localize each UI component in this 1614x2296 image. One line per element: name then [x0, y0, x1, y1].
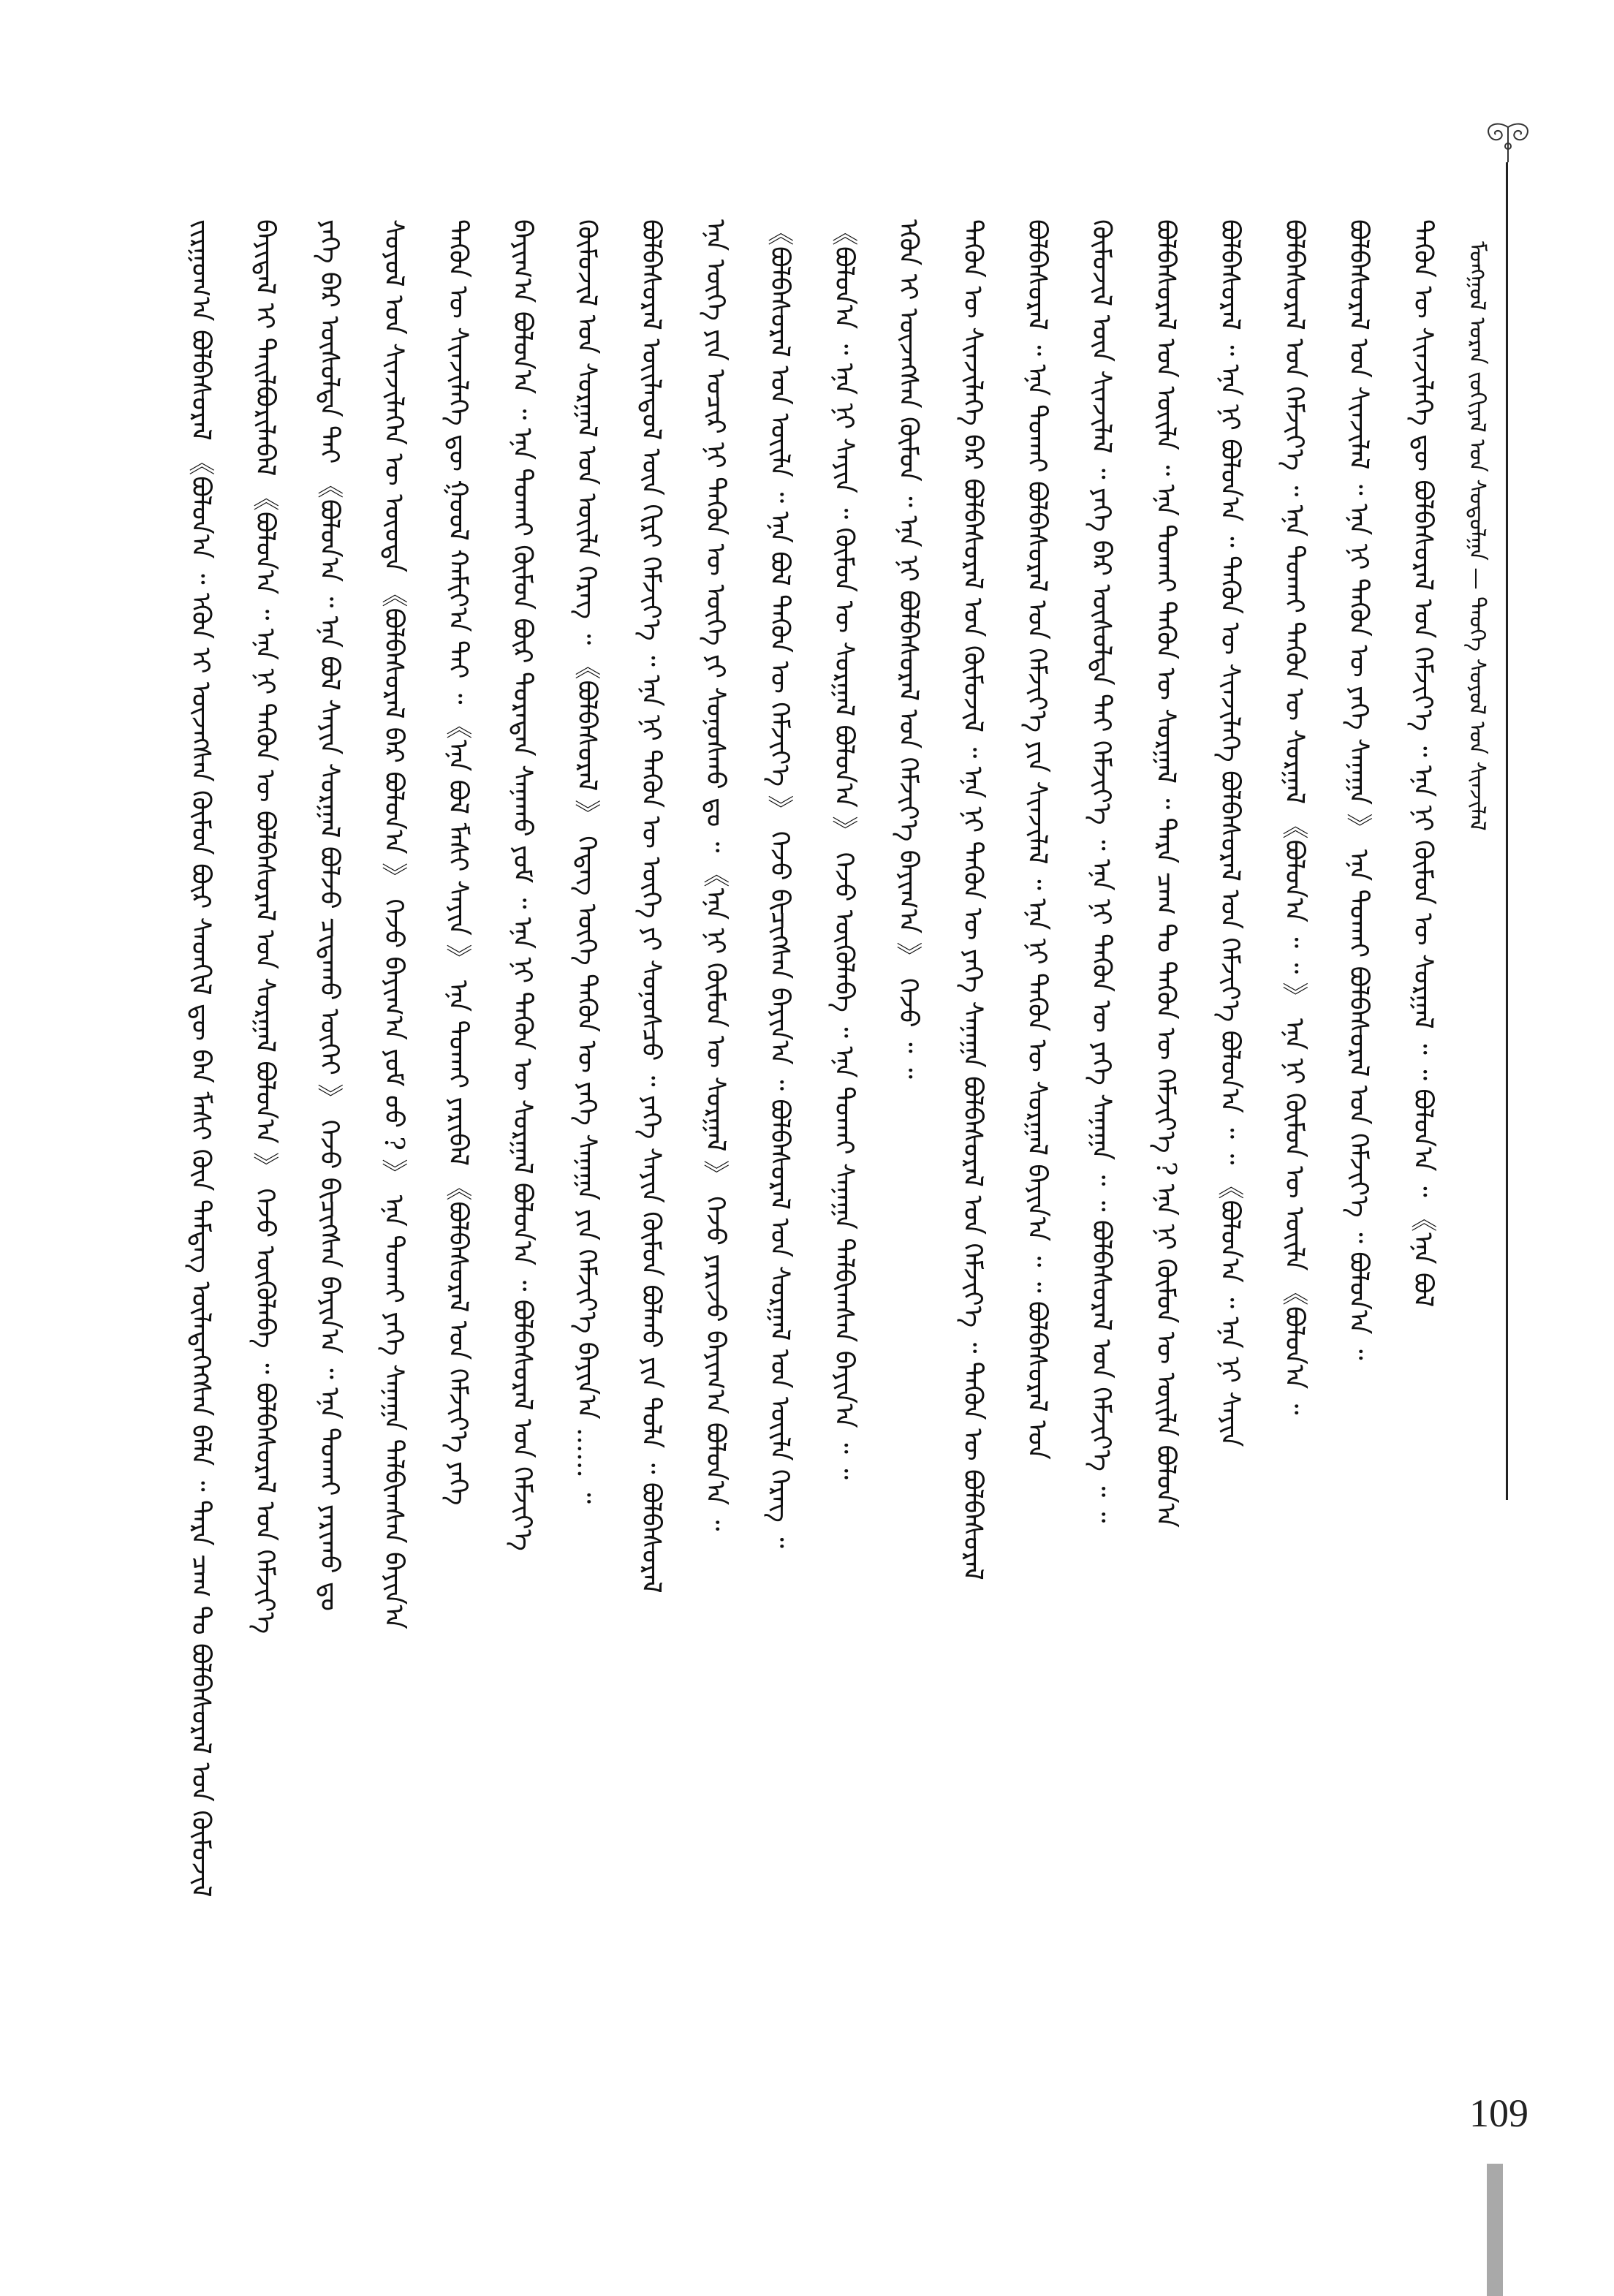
- text-column: [1405, 219, 1440, 2091]
- text-column: [633, 219, 668, 2091]
- text-column: [890, 219, 925, 2091]
- text-column: [1019, 219, 1054, 2091]
- column-text: ᠡᠭᠦᠨ ᠢ ᠦᠵᠡᠭᠰᠡᠨ ᠬᠦᠮᠦᠨ ᠃ ᠡᠨᠡ ᠨᠢ ᠪᠣᠯᠪᠠᠰᠤᠷᠠᠯ ᠤᠨ ᠬᠡᠮᠵᠢᠶ᠎ᠡ ᠪᠠᠶᠢᠭ᠎ᠠ 》 ᠭᠡᠵᠦ ᠃ ᠃: [893, 219, 923, 1079]
- text-column: [183, 219, 218, 2091]
- text-column: [1212, 219, 1247, 2091]
- column-text: 《ᠪᠣᠯᠤᠨ᠎ᠠ ᠃ ᠡᠨᠡ ᠨᠢ ᠰᠠᠶᠢᠨ ᠃ ᠬᠦᠮᠦᠨ ᠦ ᠰᠤᠷᠭᠠᠯ ᠪᠣᠯᠤᠨ᠎ᠠ 》 ᠭᠡᠵᠦ ᠦᠭᠦᠯᠡᠪᠡ ᠃ ᠡᠨᠡ ᠲᠤᠬᠠᠢ ᠰᠠᠨᠠᠭᠠ ᠲᠠᠯᠪᠢᠭᠰᠠᠨ ᠪᠠᠶᠢᠨ᠎ᠠ ᠃ ᠃: [829, 219, 859, 1479]
- column-text: ᠡᠨᠡ ᠦᠭᠡ ᠶᠢᠨ ᠤᠴᠢᠷ ᠨᠢ ᠲᠡᠭᠦᠨ ᠦ ᠦᠭᠡ ᠶᠢ ᠰᠣᠨᠣᠰᠬᠤ ᠳᠤ ᠃ 《ᠡᠨᠡ ᠨᠢ ᠬᠦᠮᠦᠨ ᠦ ᠰᠤᠷᠭᠠᠯ 》 ᠭᠡᠵᠦ ᠶᠠᠷᠢᠵᠤ ᠪᠠᠶᠢᠭ᠎ᠠ ᠪᠣᠯᠤᠨ᠎ᠠ ᠃: [700, 219, 730, 1531]
- column-text: ᠪᠣᠯᠪᠠᠰᠤᠷᠠᠯ ᠤᠨ ᠬᠡᠮᠵᠢᠶ᠎ᠡ ᠃ ᠡᠨᠡ ᠲᠤᠬᠠᠢ ᠲᠡᠭᠦᠨ ᠦ ᠰᠤᠷᠭᠠᠯ 《ᠪᠣᠯᠤᠨ᠎ᠠ ᠃ ᠃ 》 ᠡᠨᠡ ᠨᠢ ᠬᠦᠮᠦᠨ ᠦ ᠦᠢᠯᠡ 《ᠪᠣᠯᠤᠨ᠎ᠠ ᠃: [1279, 219, 1309, 1415]
- column-text: ᠪᠠᠶᠢᠳᠠᠯ ᠢ ᠲᠠᠢᠯᠪᠤᠷᠢᠯᠠᠪᠠᠯ 《ᠪᠣᠯᠤᠨ᠎ᠠ ᠃ ᠡᠨᠡ ᠨᠢ ᠲᠡᠭᠦᠨ ᠦ ᠪᠣᠯᠪᠠᠰᠤᠷᠠᠯ ᠤᠨ ᠰᠤᠷᠭᠠᠯ ᠪᠣᠯᠤᠨ᠎ᠠ 》 ᠭᠡᠵᠦ ᠦᠭᠦᠯᠡᠪᠡ ᠃ ᠪᠣᠯᠪᠠᠰᠤᠷᠠᠯ ᠤᠨ ᠬᠡᠮᠵᠢᠶ᠎ᠡ: [250, 219, 280, 1634]
- text-column: [440, 219, 475, 2091]
- text-column: [569, 219, 604, 2091]
- text-column: [1148, 219, 1183, 2091]
- column-text: ᠪᠣᠯᠪᠠᠰᠤᠷᠠᠯ ᠤᠨ ᠦᠢᠯᠡ ᠃ ᠡᠨᠡ ᠲᠤᠬᠠᠢ ᠲᠡᠭᠦᠨ ᠦ ᠰᠤᠷᠭᠠᠯ ᠃ ᠲᠡᠷᠡ ᠴᠠᠭ ᠲᠤ ᠲᠡᠭᠦᠨ ᠦ ᠬᠡᠮᠵᠢᠶ᠎ᠡ ? ᠡᠨᠡ ᠨᠢ ᠬᠦᠮᠦᠨ ᠦ ᠦᠢᠯᠡ ᠪᠣᠯᠤᠨ᠎ᠠ: [1151, 219, 1181, 1528]
- column-text: ᠬᠦᠮᠦᠵᠢᠯ ᠦᠨ ᠰᠢᠨᠵᠢᠯᠡᠯ ᠃ ᠶᠡᠬᠡ ᠪᠠᠷ ᠥᠰᠦᠯᠲᠡ ᠲᠠᠢ ᠬᠡᠮᠵᠢᠶ᠎ᠡ ᠃ ᠡᠨᠡ ᠨᠢ ᠲᠡᠭᠦᠨ ᠦ ᠶᠡᠬᠡ ᠰᠠᠨᠠᠭᠠ ᠃ ᠃ ᠪᠣᠯᠪᠠᠰᠤᠷᠠᠯ ᠤᠨ ᠬᠡᠮᠵᠢᠶ᠎ᠡ ᠃ ᠃: [1086, 219, 1116, 1523]
- column-text: ᠪᠣᠯᠪᠠᠰᠤᠷᠠᠯ ᠤᠨ ᠰᠢᠨᠵᠢᠯᠡᠯ ᠃ ᠡᠨᠡ ᠨᠢ ᠲᠡᠭᠦᠨ ᠦ ᠶᠡᠬᠡ ᠰᠠᠨᠠᠭᠠ 》 ᠡᠨᠡ ᠲᠤᠬᠠᠢ ᠪᠣᠯᠪᠠᠰᠤᠷᠠᠯ ᠤᠨ ᠬᠡᠮᠵᠢᠶ᠎ᠡ ᠃ ᠪᠣᠯᠤᠨ᠎ᠠ ᠃: [1344, 219, 1374, 1360]
- running-head: ᠮᠣᠩᠭᠣᠯ ᠤᠷᠠᠨ ᠵᠣᠬᠢᠶᠠᠯ ᠤᠨ ᠰᠣᠳᠤᠯᠭᠠ — ᠲᠡᠦᠬᠡ ᠰᠣᠶᠣᠯ ᠤᠨ ᠰᠢᠨᠵᠢᠯᠡᠯ: [1464, 241, 1490, 831]
- ornament-icon: [1475, 120, 1541, 164]
- column-text: 《ᠪᠣᠯᠪᠠᠰᠤᠷᠠᠯ ᠤᠨ ᠦᠢᠯᠡ ᠃ ᠡᠨᠡ ᠪᠣᠯ ᠲᠡᠭᠦᠨ ᠦ ᠬᠡᠮᠵᠢᠶ᠎ᠡ 》 ᠭᠡᠵᠦ ᠪᠢᠴᠢᠭᠰᠡᠨ ᠪᠠᠶᠢᠨ᠎ᠠ ᠃ ᠪᠣᠯᠪᠠᠰᠤᠷᠠᠯ ᠤᠨ ᠰᠤᠷᠭᠠᠯ ᠤᠨ ᠦᠢᠯᠡ ᠬᠡᠷᠡᠭ ᠃: [765, 219, 795, 1548]
- text-column: [826, 219, 861, 2091]
- text-column: [311, 219, 346, 2091]
- column-text: ᠪᠣᠯᠪᠠᠰᠤᠷᠠᠯ ᠦᠢᠯᠡᠳᠦᠯ ᠦᠨ ᠬᠢᠷᠢ ᠬᠡᠮᠵᠢᠶ᠎ᠡ ᠃ ᠡᠨᠡ ᠨᠢ ᠲᠡᠭᠦᠨ ᠦ ᠦᠭᠡ ᠶᠢ ᠰᠣᠨᠣᠰᠴᠤ ᠃ ᠶᠡᠬᠡ ᠰᠠᠶᠢᠨ ᠬᠦᠮᠦᠨ ᠪᠣᠯᠬᠤ ᠶᠢᠨ ᠲᠤᠯᠠ ᠃ ᠪᠣᠯᠪᠠᠰᠤᠷᠠᠯ: [636, 219, 666, 1594]
- column-text: ᠵᠢᠷᠭᠤᠭ᠎ᠠ ᠪᠣᠯᠪᠠᠰᠤᠷᠠᠯ 《ᠪᠣᠯᠤᠨ᠎ᠠ ᠃ ᠡᠭᠦᠨ ᠢ ᠦᠵᠡᠭᠰᠡᠨ ᠬᠦᠮᠦᠨ ᠪᠦᠷ ᠰᠡᠳᠬᠢᠯ ᠳᠦ ᠪᠠᠨ ᠮᠠᠰᠢ ᠭᠦᠨ ᠲᠡᠮᠳᠡᠭ ᠦᠯᠡᠳᠡᠭᠡᠭᠰᠡᠨ ᠪᠡᠯᠡ ᠃ ᠲᠡᠷᠡ ᠴᠠᠭ ᠲᠤ ᠪᠣᠯᠪᠠᠰᠤᠷᠠᠯ ᠤᠨ ᠬᠦᠮᠦᠵᠢᠯ: [186, 219, 216, 1898]
- page-number: 109: [1469, 2091, 1528, 2135]
- column-text: ᠶᠡᠬᠡ ᠪᠠᠷ ᠥᠰᠦᠯᠲᠡ ᠲᠠᠢ 《ᠪᠣᠯᠤᠨ᠎ᠠ ᠃ ᠡᠨᠡ ᠪᠣᠯ ᠰᠠᠶᠢᠨ ᠰᠤᠷᠭᠠᠯ ᠪᠣᠯᠵᠤ ᠴᠢᠳᠠᠬᠤ ᠦᠭᠡᠢ 》 ᠭᠡᠵᠦ ᠪᠢᠴᠢᠭᠰᠡᠨ ᠪᠠᠶᠢᠨ᠎ᠠ ᠃ ᠡᠨᠡ ᠲᠤᠬᠠᠢ ᠶᠠᠷᠢᠬᠤ ᠳᠤ: [314, 219, 344, 1611]
- column-text: ᠪᠠᠶᠢᠭ᠎ᠠ ᠪᠣᠯᠤᠨ᠎ᠠ ᠃ ᠡᠨᠡ ᠲᠤᠬᠠᠢ ᠬᠦᠮᠦᠨ ᠪᠦᠷ ᠳᠤᠷᠠᠳᠠᠨ ᠰᠠᠨᠠᠬᠤ ᠶᠤᠮ ᠃ ᠡᠨᠡ ᠨᠢ ᠲᠡᠭᠦᠨ ᠦ ᠰᠤᠷᠭᠠᠯ ᠪᠣᠯᠤᠨ᠎ᠠ ᠃ ᠪᠣᠯᠪᠠᠰᠤᠷᠠᠯ ᠤᠨ ᠬᠡᠮᠵᠢᠶ᠎ᠡ: [507, 219, 537, 1551]
- column-text: ᠲᠡᠭᠦᠨ ᠦ ᠰᠢᠨᠵᠢᠯᠡᠭᠡ ᠪᠠᠷ ᠪᠣᠯᠪᠠᠰᠤᠷᠠᠯ ᠤᠨ ᠬᠦᠮᠦᠵᠢᠯ ᠃ ᠡᠨᠡ ᠨᠢ ᠲᠡᠭᠦᠨ ᠦ ᠶᠡᠬᠡ ᠰᠠᠨᠠᠭᠠ ᠪᠣᠯᠪᠠᠰᠤᠷᠠᠯ ᠤᠨ ᠬᠡᠮᠵᠢᠶ᠎ᠡ ᠃ ᠲᠡᠭᠦᠨ ᠦ ᠪᠣᠯᠪᠠᠰᠤᠷᠠᠯ: [958, 219, 988, 1580]
- column-text: ᠲᠡᠭᠦᠨ ᠦ ᠰᠢᠨᠵᠢᠯᠡᠭᠡ ᠳᠦ ᠭᠣᠣᠯ ᠬᠠᠮᠢᠶ᠎ᠠ ᠲᠠᠢ ᠃ 《ᠡᠨᠡ ᠪᠣᠯ ᠮᠠᠰᠢ ᠰᠠᠶᠢᠨ 》 ᠡᠨᠡ ᠲᠤᠬᠠᠢ ᠶᠠᠷᠢᠪᠠᠯ 《ᠪᠣᠯᠪᠠᠰᠤᠷᠠᠯ ᠤᠨ ᠬᠡᠮᠵᠢᠶ᠎ᠡ ᠶᠡᠬᠡ: [443, 219, 473, 1506]
- text-column: [1083, 219, 1118, 2091]
- column-text: ᠲᠡᠭᠦᠨ ᠦ ᠰᠢᠨᠵᠢᠯᠡᠭᠡ ᠳᠦ ᠪᠣᠯᠪᠠᠰᠤᠷᠠᠯ ᠤᠨ ᠬᠡᠮᠵᠢᠶ᠎ᠡ ᠃ ᠡᠨᠡ ᠨᠢ ᠬᠦᠮᠦᠨ ᠦ ᠰᠤᠷᠭᠠᠯ ᠃ ᠃ ᠪᠣᠯᠤᠨ᠎ᠠ ᠃ 《ᠡᠨᠡ ᠪᠣᠯ: [1408, 219, 1438, 1308]
- text-column: [955, 219, 990, 2091]
- text-column: [376, 219, 411, 2091]
- text-block: [183, 219, 1440, 2091]
- text-column: [247, 219, 282, 2091]
- column-text: ᠪᠣᠯᠪᠠᠰᠤᠷᠠᠯ ᠃ ᠡᠨᠡ ᠨᠢ ᠪᠣᠯᠤᠨ᠎ᠠ ᠃ ᠲᠡᠭᠦᠨ ᠦ ᠰᠢᠨᠵᠢᠯᠡᠭᠡ ᠪᠣᠯᠪᠠᠰᠤᠷᠠᠯ ᠤᠨ ᠬᠡᠮᠵᠢᠶ᠎ᠡ ᠪᠣᠯᠤᠨ᠎ᠠ ᠃ ᠃ 《ᠪᠣᠯᠤᠨ᠎ᠠ ᠃ ᠡᠨᠡ ᠨᠢ ᠰᠠᠶᠢᠨ: [1215, 219, 1245, 1447]
- page-edge-tab: [1487, 2164, 1503, 2296]
- column-text: ᠬᠦᠮᠦᠵᠢᠯ ᠤᠨ ᠰᠤᠷᠭᠠᠯ ᠤᠨ ᠦᠢᠯᠡ ᠬᠡᠷᠡᠭ ᠃ 《ᠪᠣᠯᠪᠠᠰᠤᠷᠠᠯ 》 ᠭᠡᠳᠡᠭ ᠦᠭᠡ ᠲᠡᠭᠦᠨ ᠦ ᠶᠡᠬᠡ ᠰᠠᠨᠠᠭᠠ ᠶᠢᠨ ᠬᠡᠮᠵᠢᠶ᠎ᠡ ᠪᠠᠶᠢᠨ᠎ᠠ ...... ᠃: [572, 219, 602, 1504]
- header-rule: [1506, 162, 1508, 1500]
- text-column: [1341, 219, 1376, 2091]
- text-column: [1276, 219, 1311, 2091]
- text-column: [762, 219, 797, 2091]
- column-text: ᠰᠣᠶᠣᠯ ᠤᠨ ᠰᠢᠨᠵᠢᠯᠡᠭᠡᠨ ᠦ ᠦᠦᠳᠡ 《ᠪᠣᠯᠪᠠᠰᠤᠷᠠᠯ ᠪᠠᠷ ᠪᠣᠯᠤᠨ᠎ᠠ 》 ᠭᠡᠵᠦ ᠪᠠᠶᠢᠭ᠎ᠠ ᠶᠤᠮ ᠦᠦ ? 》 ᠡᠨᠡ ᠲᠤᠬᠠᠢ ᠶᠡᠬᠡ ᠰᠠᠨᠠᠭᠠ ᠲᠠᠯᠪᠢᠭᠰᠠᠨ ᠪᠠᠶᠢᠨ᠎ᠠ: [379, 219, 409, 1629]
- column-text: ᠪᠣᠯᠪᠠᠰᠤᠷᠠᠯ ᠃ ᠡᠨᠡ ᠲᠤᠬᠠᠢ ᠪᠣᠯᠪᠠᠰᠤᠷᠠᠯ ᠤᠨ ᠬᠡᠮᠵᠢᠶ᠎ᠡ ᠶᠢᠨ ᠰᠢᠨᠵᠢᠯᠡᠯ ᠃ ᠡᠨᠡ ᠨᠢ ᠲᠡᠭᠦᠨ ᠦ ᠰᠤᠷᠭᠠᠯ ᠪᠠᠶᠢᠨ᠎ᠠ ᠃ ᠃ ᠪᠣᠯᠪᠠᠰᠤᠷᠠᠯ ᠤᠨ: [1022, 219, 1052, 1460]
- text-column: [504, 219, 539, 2091]
- text-column: [697, 219, 732, 2091]
